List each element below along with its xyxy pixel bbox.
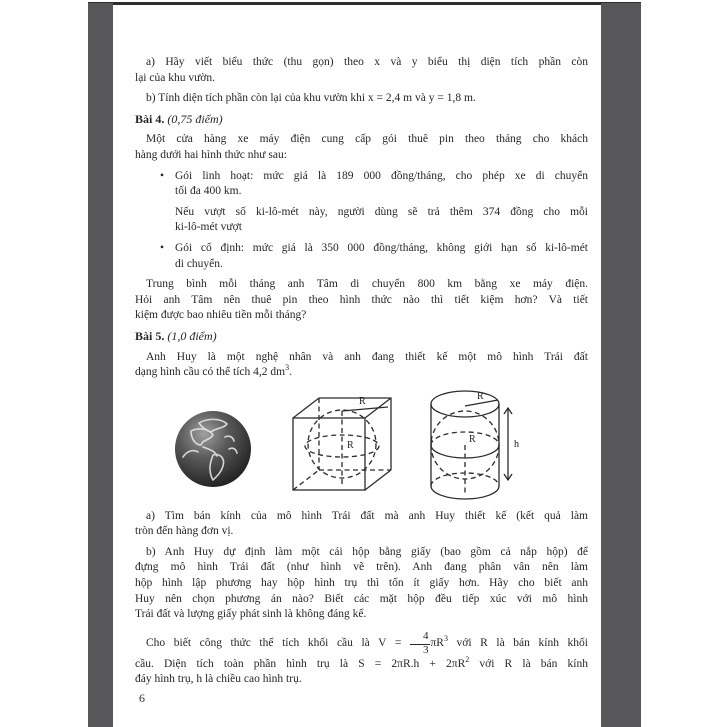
paragraph-4-intro — [135, 132, 588, 163]
text-line: b) Tính diện tích phần còn lại của khu vườn khi x = 2,4 m và y = 1,8 m. — [146, 92, 476, 105]
right-margin-bar — [601, 3, 641, 727]
fraction-four-thirds — [410, 631, 431, 656]
document-page — [113, 5, 601, 727]
text-line: Trái đất và lượng giấy phát sinh là không đáng kể. — [135, 608, 367, 621]
paragraph-formulas — [135, 629, 588, 688]
left-margin-bar — [88, 3, 113, 727]
text-segment: với R là bán kính khối — [456, 636, 588, 649]
list-item-text — [175, 241, 588, 272]
page-content — [135, 55, 588, 688]
superscript: 2 — [465, 655, 470, 665]
text-segment: cầu. Diện tích toàn phần hình trụ là S = 2πR.h + 2πR — [135, 657, 466, 670]
text-segment: với R là bán kính — [479, 657, 588, 670]
paragraph-5-intro — [135, 350, 588, 381]
text-line — [135, 365, 588, 381]
earth-globe-image — [173, 409, 253, 489]
text-line: đựng mô hình Trái đất (như hình vẽ trên). Anh đang phân vân nên làm — [135, 561, 588, 574]
list-item-note — [135, 205, 588, 236]
text-line: Gói cố định: mức giá là 350 000 đồng/tháng, không giới hạn số ki-lô-mét — [175, 241, 588, 254]
problem-score: (0,75 điểm) — [167, 111, 223, 126]
problem-number: Bài 4. — [135, 111, 165, 126]
fraction-denominator: 3 — [422, 643, 429, 656]
cube-center-radius-label: R — [347, 439, 354, 451]
text-line: Anh Huy là một nghệ nhân và anh đang thiết kế một mô hình Trái đất — [146, 350, 588, 363]
text-line: hộp hình lập phương hay hộp hình trụ thì tốn ít giấy hơn. Hãy cho biết anh — [135, 577, 588, 590]
problem-heading-bai4 — [135, 112, 588, 128]
earth-globe-figure — [173, 409, 253, 489]
text-line: a) Hãy viết biểu thức (thu gọn) theo x và y biểu thị diện tích phần còn — [146, 56, 588, 68]
bullet-marker: • — [160, 169, 165, 182]
bullet-marker: • — [160, 241, 165, 254]
page-number: 6 — [139, 691, 145, 705]
cylinder-top-radius-label: R — [477, 390, 484, 402]
text-line: ki-lô-mét vượt — [175, 221, 242, 234]
text-line: Nếu vượt số ki-lô-mét này, người dùng sẽ trả thêm 374 đồng cho mỗi — [175, 205, 588, 218]
text-line: Trung bình mỗi tháng anh Tâm di chuyển 800 km bằng xe máy điện. — [146, 278, 588, 291]
cylinder-sphere-figure — [428, 387, 522, 509]
text-segment: πR — [430, 636, 444, 649]
text-line: Một cửa hàng xe máy điện cung cấp gói thuê pin theo tháng cho khách — [146, 133, 588, 146]
superscript: 3 — [285, 363, 290, 373]
cylinder-center-radius-label: R — [469, 433, 476, 445]
text-line: Hỏi anh Tâm nên thuê pin theo hình thức nào thì tiết kiệm hơn? Và tiết — [135, 293, 588, 306]
cylinder-height-label: h — [514, 438, 519, 450]
paragraph-5a — [135, 509, 588, 540]
text-line: hàng dưới hai hình thức như sau: — [135, 148, 287, 161]
text-line: tròn đến hàng đơn vị. — [135, 525, 234, 538]
cube-sphere-figure — [289, 392, 395, 506]
paragraph-4-question — [135, 277, 588, 324]
problem-heading-bai5 — [135, 329, 588, 345]
text-segment: dạng hình cầu có thể tích 4,2 dm — [135, 366, 286, 379]
list-item-goi-linh-hoat — [135, 169, 588, 200]
cube-top-radius-label: R — [359, 395, 366, 407]
text-line: tối đa 400 km. — [175, 185, 242, 198]
paragraph-3a — [135, 55, 588, 86]
text-line: Gói linh hoạt: mức giá là 189 000 đồng/tháng, cho phép xe di chuyển — [175, 169, 588, 182]
fraction-numerator: 4 — [410, 631, 431, 645]
text-line: đáy hình trụ, h là chiều cao hình trụ. — [135, 673, 302, 686]
cylinder-sphere-diagram — [428, 387, 522, 509]
text-segment: . — [289, 366, 292, 379]
text-line: lại của khu vườn. — [135, 71, 216, 84]
cube-sphere-diagram — [289, 392, 395, 506]
problem-score: (1,0 điểm) — [167, 328, 217, 343]
list-item-goi-co-dinh — [135, 241, 588, 272]
list-item-text — [175, 169, 588, 200]
superscript: 3 — [443, 634, 448, 644]
figure-row — [135, 387, 588, 503]
formula-line-cylinder-area — [135, 657, 588, 673]
paragraph-3b — [135, 91, 588, 107]
paragraph-5b — [135, 545, 588, 623]
problem-number: Bài 5. — [135, 328, 165, 343]
text-line: a) Tìm bán kính của mô hình Trái đất mà anh Huy thiết kế (kết quả làm — [146, 509, 588, 522]
text-segment: Cho biết công thức thể tích khối cầu là V = — [146, 636, 402, 649]
text-line: kiệm được bao nhiêu tiền mỗi tháng? — [135, 309, 307, 322]
formula-line-sphere-volume — [135, 629, 588, 657]
text-line: Huy nên chọn phương án nào? Biết các mặt hộp đều tiếp xúc với mô hình — [135, 592, 588, 605]
text-line: di chuyển. — [175, 257, 223, 270]
text-line: b) Anh Huy dự định làm một cái hộp bằng giấy (bao gồm cả nắp hộp) để — [146, 545, 588, 558]
